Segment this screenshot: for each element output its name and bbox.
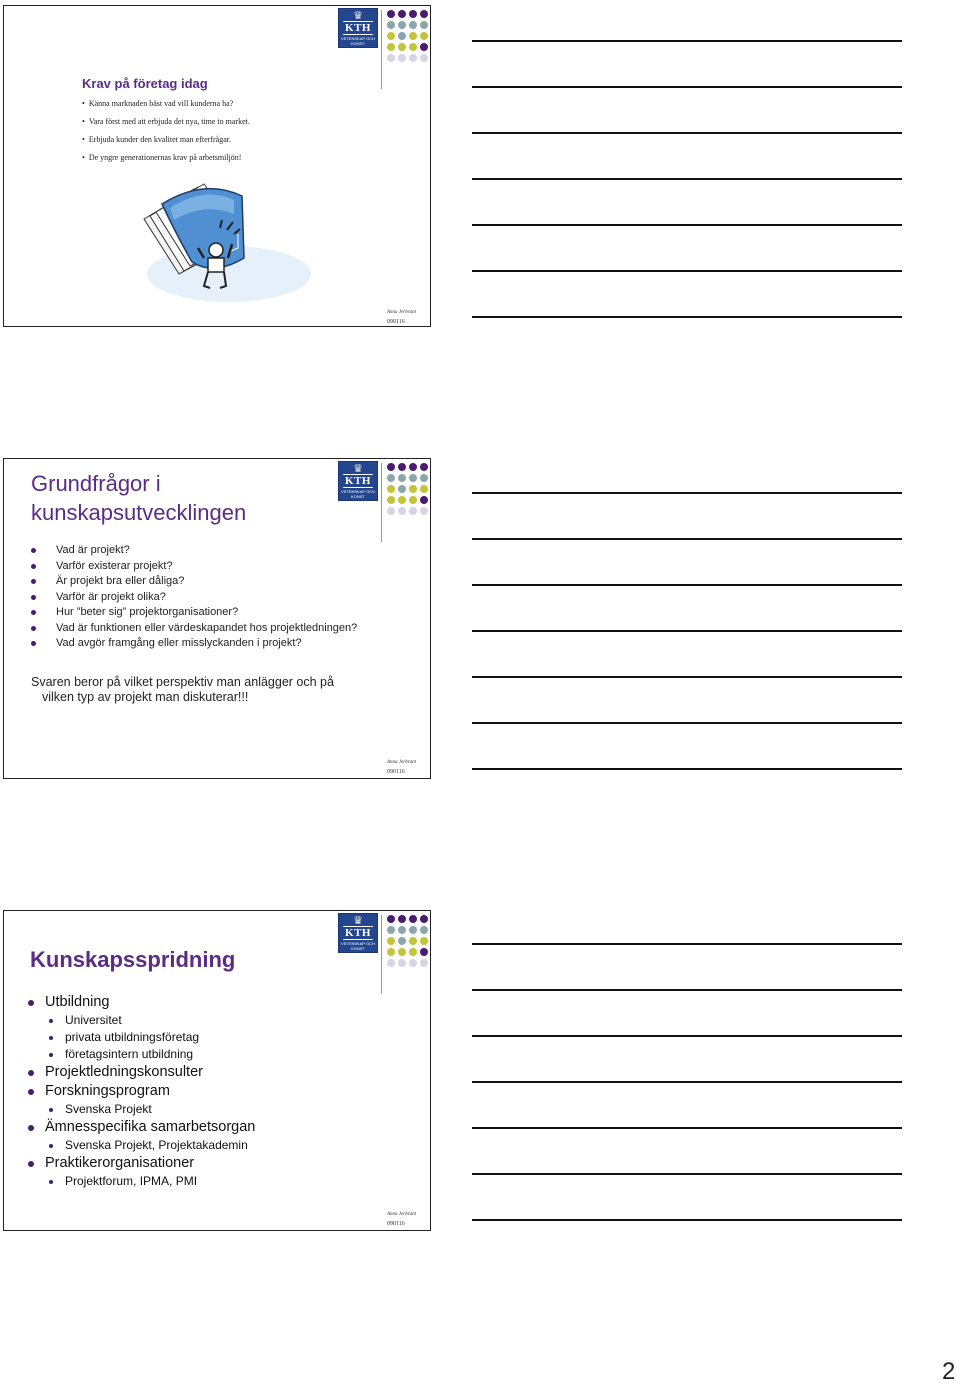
dot-icon [387,32,395,40]
dot-grid [387,10,447,65]
list-item-text: Hur ”beter sig” projektorganisationer? [56,606,239,618]
dot-icon [398,10,406,18]
papers-illustration [134,174,314,309]
slide-title-line-1: Grundfrågor i [31,471,161,496]
note-line [472,584,902,586]
list-item-text: Praktikerorganisationer [45,1155,195,1171]
kth-logo-text: KTH [345,21,371,34]
bullet-icon: • [82,135,85,144]
dot-icon [398,926,406,934]
note-line [472,86,902,88]
dot-row [387,32,447,40]
dot-icon [420,485,428,493]
dot-row [387,43,447,51]
dot-row [387,507,447,515]
dot-icon [398,21,406,29]
divider-line [381,10,382,89]
note-line [472,768,902,770]
list-item [31,543,357,559]
dot-icon [387,463,395,471]
crown-icon: ♛ [353,9,363,22]
dot-row [387,485,447,493]
note-line [472,40,902,42]
bullet-icon [49,1180,53,1184]
slide-footer [387,310,432,326]
bullet-icon [49,1036,53,1040]
date-text: 090116 [387,319,405,325]
dot-icon [420,32,428,40]
note-line [472,1081,902,1083]
bullet-icon [28,1161,34,1167]
list-item-text: Projektforum, IPMA, PMI [65,1174,198,1188]
dot-icon [420,43,428,51]
date-text: 090116 [387,1221,405,1227]
dot-row [387,54,447,62]
note-line [472,676,902,678]
dot-icon [420,21,428,29]
slide-title [31,469,246,527]
dot-icon [387,948,395,956]
note-line [472,316,902,318]
note-line [472,1035,902,1037]
bullet-icon [28,1125,34,1131]
list-item-text: Universitet [65,1013,122,1027]
dot-icon [398,474,406,482]
dot-icon [409,54,417,62]
dot-icon [398,959,406,967]
note-line [472,538,902,540]
list-item-text: Projektledningskonsulter [45,1064,203,1080]
dot-icon [420,959,428,967]
list-item-text: Varför existerar projekt? [56,559,173,572]
note-line [472,492,902,494]
dot-icon [387,54,395,62]
dot-icon [409,21,417,29]
bullet-list [31,543,357,652]
list-item [31,559,357,575]
bullet-icon [49,1019,53,1023]
answer-line-2: vilken typ av projekt man diskuterar!!! [42,690,249,704]
dot-icon [420,926,428,934]
dot-row [387,463,447,471]
dot-row [387,21,447,29]
dot-icon [409,32,417,40]
slide-2 [3,458,431,779]
dot-icon [398,54,406,62]
dot-icon [409,463,417,471]
dot-icon [398,937,406,945]
dot-icon [409,915,417,923]
note-line [472,989,902,991]
list-item [28,1082,255,1101]
list-item [31,590,357,606]
bullet-icon [31,610,36,615]
bullet-icon [49,1144,53,1148]
bullet-icon [49,1053,53,1057]
slide-3 [3,910,431,1231]
dot-icon [420,463,428,471]
kth-logo-text: KTH [345,474,371,487]
kth-logo-text: KTH [345,926,371,939]
dot-icon [409,937,417,945]
note-line [472,178,902,180]
dot-icon [387,937,395,945]
bullet-icon [28,1089,34,1095]
sub-list-item [28,1029,255,1046]
kth-logo-subtext: VETENSKAP OCH KONST [341,488,375,499]
bullet-icon [31,579,36,584]
list-item-text: Ämnesspecifika samarbetsorgan [45,1119,256,1135]
bullet-icon [31,595,36,600]
dot-icon [398,507,406,515]
list-item [82,154,250,162]
dot-icon [387,915,395,923]
author-text: Anna Jerbrant [387,760,417,765]
bullet-icon [28,1070,34,1076]
slide-title-line-2: kunskapsutvecklingen [31,500,247,525]
slide-footer [387,760,432,776]
dot-icon [409,926,417,934]
dot-icon [387,959,395,967]
list-item-text: Svenska Projekt, Projektakademin [65,1138,248,1152]
dot-row [387,948,447,956]
dot-row [387,937,447,945]
crown-icon: ♛ [353,914,363,927]
dot-icon [398,463,406,471]
list-item [31,621,357,637]
list-item [31,605,357,621]
dot-icon [398,915,406,923]
note-line [472,1219,902,1221]
page-number: 2 [942,1358,956,1385]
list-item-text: Vara först med att erbjuda det nya, time to market. [88,117,250,126]
slide-title: Kunskapsspridning [30,947,236,972]
list-item [28,1154,255,1173]
slide-footer [387,1212,432,1228]
dot-icon [409,474,417,482]
dot-icon [398,485,406,493]
dot-icon [387,926,395,934]
note-line [472,224,902,226]
dot-row [387,10,447,18]
dot-icon [409,485,417,493]
list-item-text: Vad är projekt? [56,544,130,556]
dot-icon [420,948,428,956]
note-line [472,943,902,945]
sub-list-item [28,1101,255,1118]
dot-icon [409,507,417,515]
bullet-icon: • [82,117,85,126]
bullet-icon [28,1000,34,1006]
dot-icon [387,496,395,504]
list-item-text: Vad avgör framgång eller misslyckanden i projekt? [56,637,302,649]
note-line [472,722,902,724]
dot-icon [387,474,395,482]
dot-icon [387,507,395,515]
list-item [82,100,250,108]
bullet-icon [31,626,36,631]
dot-icon [398,948,406,956]
list-item-text: Forskningsprogram [45,1083,170,1099]
crown-icon: ♛ [353,462,363,475]
dot-icon [420,496,428,504]
list-item-text: Är projekt bra eller dåliga? [56,575,185,587]
slide-title: Krav på företag idag [82,76,208,91]
answer-text [31,675,334,705]
sub-list-item [28,1173,255,1190]
divider-line [381,915,382,994]
list-item [31,636,357,652]
dot-icon [398,43,406,51]
list-item-text: De yngre generationernas krav på arbetsmiljön! [88,153,242,162]
dot-icon [420,915,428,923]
list-item [28,1118,255,1137]
sub-list-item [28,1046,255,1063]
dot-row [387,496,447,504]
dot-icon [409,496,417,504]
dot-grid [387,463,447,518]
list-item-text: Utbildning [45,994,110,1010]
dot-icon [420,474,428,482]
dot-grid [387,915,447,970]
list-item-text: Känna marknaden bäst vad vill kunderna ha? [88,99,234,108]
dot-icon [387,10,395,18]
sub-list-item [28,1137,255,1154]
bullet-icon: • [82,153,85,162]
author-text: Anna Jerbrant [387,310,417,315]
dot-icon [387,43,395,51]
kth-logo-subtext: VETENSKAP OCH KONST [341,940,375,951]
note-line [472,270,902,272]
dot-row [387,926,447,934]
sub-list-item [28,1012,255,1029]
dot-icon [420,54,428,62]
dot-row [387,959,447,967]
list-item-text: Erbjuda kunder den kvalitet man efterfrågar. [88,135,231,144]
list-item-text: Varför är projekt olika? [56,590,166,603]
divider-line [381,463,382,542]
bullet-icon [31,548,36,553]
kth-logo-subtext: VETENSKAP OCH KONST [341,35,375,46]
list-item-text: företagsintern utbildning [65,1047,194,1061]
dot-icon [420,10,428,18]
dot-icon [409,10,417,18]
dot-icon [398,32,406,40]
date-text: 090116 [387,769,405,775]
answer-line-1: Svaren beror på vilket perspektiv man anlägger och på [31,675,334,689]
dot-icon [420,937,428,945]
slide-1 [3,5,431,327]
bullet-icon: • [82,99,85,108]
dot-icon [409,959,417,967]
author-text: Anna Jerbrant [387,1212,417,1217]
note-line [472,132,902,134]
dot-icon [398,496,406,504]
note-line [472,1173,902,1175]
dot-icon [420,507,428,515]
note-line [472,1127,902,1129]
bullet-list [82,100,250,172]
list-item-text: Svenska Projekt [65,1102,152,1116]
kth-logo [338,8,378,48]
dot-row [387,915,447,923]
dot-icon [409,43,417,51]
list-item [82,118,250,126]
note-line [472,630,902,632]
list-item [28,1063,255,1082]
dot-icon [387,485,395,493]
dot-icon [409,948,417,956]
bullet-icon [49,1108,53,1112]
bullet-icon [31,641,36,646]
bullet-icon [31,564,36,569]
dot-icon [387,21,395,29]
bullet-list [28,993,255,1190]
kth-logo [338,461,378,501]
list-item [82,136,250,144]
list-item-text: Vad är funktionen eller värdeskapandet hos projektledningen? [56,621,358,634]
list-item-text: privata utbildningsföretag [65,1030,200,1044]
list-item [31,574,357,590]
list-item [28,993,255,1012]
kth-logo [338,913,378,953]
dot-row [387,474,447,482]
